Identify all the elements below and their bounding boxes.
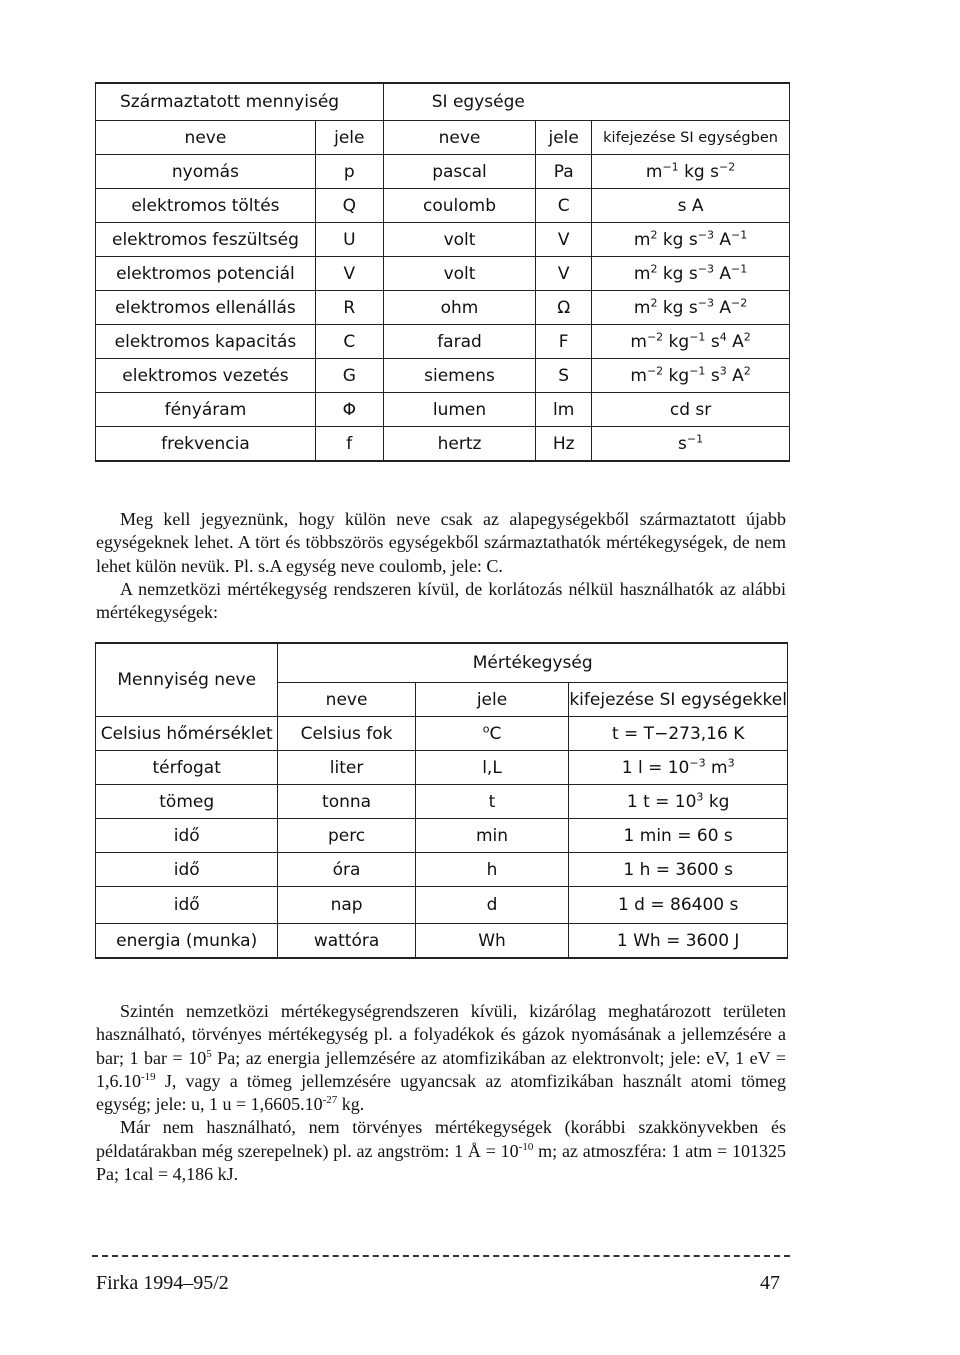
si-expression: t = T−273,16 K: [569, 717, 788, 751]
unit-symbol: $^o$C: [415, 717, 569, 751]
unit-name: hertz: [383, 427, 536, 462]
unit-name: volt: [383, 257, 536, 291]
quantity-symbol: C: [315, 325, 383, 359]
journal-issue: Firka 1994–95/2: [96, 1272, 229, 1294]
table-row: [96, 291, 790, 325]
si-expression: 1 min = 60 s: [569, 819, 788, 853]
unit-symbol: S: [536, 359, 592, 393]
quantity-name: tömeg: [96, 785, 278, 819]
quantity-symbol: f: [315, 427, 383, 462]
col-header-quantity: Mennyiség neve: [96, 643, 278, 717]
unit-symbol: V: [536, 257, 592, 291]
derived-quantity-header: Származtatott mennyiség: [96, 83, 384, 121]
paragraph-obsolete-units: Már nem használható, nem törvényes mértékegységek (korábbi szakkönyvekben és példatárakban még szerepelnek) pl. az angström: 1 Å = $10^{-10}$ m; az atmoszféra: 1 atm = 101325 Pa; 1cal = 4,186 kJ.: [96, 1117, 786, 1185]
unit-symbol: l,L: [415, 751, 569, 785]
table-row: [96, 819, 788, 853]
col-header-symbol: jele: [315, 121, 383, 155]
unit-name: perc: [278, 819, 415, 853]
quantity-name: nyomás: [96, 155, 316, 189]
quantity-name: elektromos vezetés: [96, 359, 316, 393]
quantity-name: elektromos töltés: [96, 189, 316, 223]
si-expression: $s^{-1}$: [592, 427, 790, 462]
quantity-symbol: G: [315, 359, 383, 393]
non-si-units-table: [95, 642, 788, 959]
quantity-symbol: R: [315, 291, 383, 325]
si-expression: 1 h = 3600 s: [569, 853, 788, 887]
table-row: [96, 924, 788, 959]
unit-name: siemens: [383, 359, 536, 393]
quantity-name: idő: [96, 887, 278, 924]
si-expression: $m^2$ kg $s^{-3}$ $A^{-2}$: [592, 291, 790, 325]
table-row: [96, 359, 790, 393]
unit-group-header: Mértékegység: [278, 643, 788, 683]
quantity-name: elektromos ellenállás: [96, 291, 316, 325]
table-row: [96, 257, 790, 291]
quantity-name: elektromos feszültség: [96, 223, 316, 257]
unit-name: pascal: [383, 155, 536, 189]
unit-symbol: d: [415, 887, 569, 924]
si-expression: 1 $t = 10^3$ kg: [569, 785, 788, 819]
si-expression: 1 $l = 10^{-3}$ $m^3$: [569, 751, 788, 785]
unit-name: farad: [383, 325, 536, 359]
col-header-si-expression: kifejezése SI egységekkel: [569, 683, 788, 717]
unit-symbol: lm: [536, 393, 592, 427]
quantity-name: elektromos potenciál: [96, 257, 316, 291]
table-row: [96, 325, 790, 359]
unit-name: nap: [278, 887, 415, 924]
paragraph-block-2: [96, 1000, 786, 1186]
si-unit-header: SI egysége: [383, 83, 789, 121]
unit-name: volt: [383, 223, 536, 257]
si-derived-units-table: [95, 82, 790, 462]
si-expression: $m^2$ kg $s^{-3}$ $A^{-1}$: [592, 257, 790, 291]
quantity-name: frekvencia: [96, 427, 316, 462]
unit-name: lumen: [383, 393, 536, 427]
si-expression: 1 Wh = 3600 J: [569, 924, 788, 959]
table-row: [96, 717, 788, 751]
unit-symbol: Pa: [536, 155, 592, 189]
si-expression: $m^{-1}$ kg $s^{-2}$: [592, 155, 790, 189]
quantity-symbol: Φ: [315, 393, 383, 427]
table-row: [96, 427, 790, 462]
si-expression: $m^{-2}$ $kg^{-1}$ $s^4$ $A^2$: [592, 325, 790, 359]
table-row: [96, 155, 790, 189]
col-header-unit-symbol: jele: [415, 683, 569, 717]
unit-name: coulomb: [383, 189, 536, 223]
col-header-unit-name: neve: [383, 121, 536, 155]
quantity-name: idő: [96, 853, 278, 887]
quantity-symbol: V: [315, 257, 383, 291]
paragraph-named-units: Meg kell jegyeznünk, hogy külön neve csak az alapegységekből származtatott újabb egységeknek lehet. A tört és többszörös egységekből származtathatók mértékegységek, de nem lehet külön nevük. Pl. s.A egység neve coulomb, jele: C.: [96, 509, 786, 576]
si-expression: $m^2$ kg $s^{-3}$ $A^{-1}$: [592, 223, 790, 257]
unit-name: tonna: [278, 785, 415, 819]
unit-symbol: h: [415, 853, 569, 887]
unit-symbol: Hz: [536, 427, 592, 462]
unit-name: óra: [278, 853, 415, 887]
table-row: [96, 223, 790, 257]
quantity-name: elektromos kapacitás: [96, 325, 316, 359]
unit-symbol: Wh: [415, 924, 569, 959]
col-header-si-expression: kifejezése SI egységben: [592, 121, 790, 155]
quantity-symbol: Q: [315, 189, 383, 223]
col-header-unit-symbol: jele: [536, 121, 592, 155]
si-expression: cd sr: [592, 393, 790, 427]
col-header-name: neve: [96, 121, 316, 155]
table-row: [96, 785, 788, 819]
table-row: [96, 751, 788, 785]
quantity-name: térfogat: [96, 751, 278, 785]
paragraph-legal-units: Szintén nemzetközi mértékegységrendszeren kívüli, kizárólag meghatározott területen használható, törvényes mértékegység pl. a folyadékok és gázok nyomásának a jellemzésére a bar; 1 bar = $10^5$ Pa; az energia jellemzésére az atomfizikában az elektronvolt; jele: eV, 1 eV = $1,6.10^{-19}$ J, vagy a tömeg jellemzésére ugyancsak az atomfizikában használt atomi tömeg egység; jele: u, 1 $u = 1,6605.10^{-27}$ kg.: [96, 1001, 786, 1115]
unit-symbol: t: [415, 785, 569, 819]
quantity-name: fényáram: [96, 393, 316, 427]
paragraph-block-1: [96, 508, 786, 624]
unit-symbol: min: [415, 819, 569, 853]
table-row: [96, 887, 788, 924]
unit-name: wattóra: [278, 924, 415, 959]
unit-name: ohm: [383, 291, 536, 325]
paragraph-non-si-intro: A nemzetközi mértékegység rendszeren kívül, de korlátozás nélkül használhatók az alábbi mértékegységek:: [96, 578, 786, 623]
unit-symbol: V: [536, 223, 592, 257]
table-row: [96, 189, 790, 223]
table-row: [96, 393, 790, 427]
unit-symbol: Ω: [536, 291, 592, 325]
si-expression: $m^{-2}$ $kg^{-1}$ $s^3$ $A^2$: [592, 359, 790, 393]
unit-symbol: C: [536, 189, 592, 223]
quantity-name: energia (munka): [96, 924, 278, 959]
quantity-name: Celsius hőmérséklet: [96, 717, 278, 751]
unit-symbol: F: [536, 325, 592, 359]
footer-divider: [92, 1255, 790, 1257]
si-expression: s A: [592, 189, 790, 223]
table-row: [96, 853, 788, 887]
unit-name: Celsius fok: [278, 717, 415, 751]
si-expression: 1 d = 86400 s: [569, 887, 788, 924]
page-number: 47: [760, 1272, 780, 1294]
col-header-unit-name: neve: [278, 683, 415, 717]
quantity-symbol: U: [315, 223, 383, 257]
quantity-symbol: p: [315, 155, 383, 189]
quantity-name: idő: [96, 819, 278, 853]
unit-name: liter: [278, 751, 415, 785]
